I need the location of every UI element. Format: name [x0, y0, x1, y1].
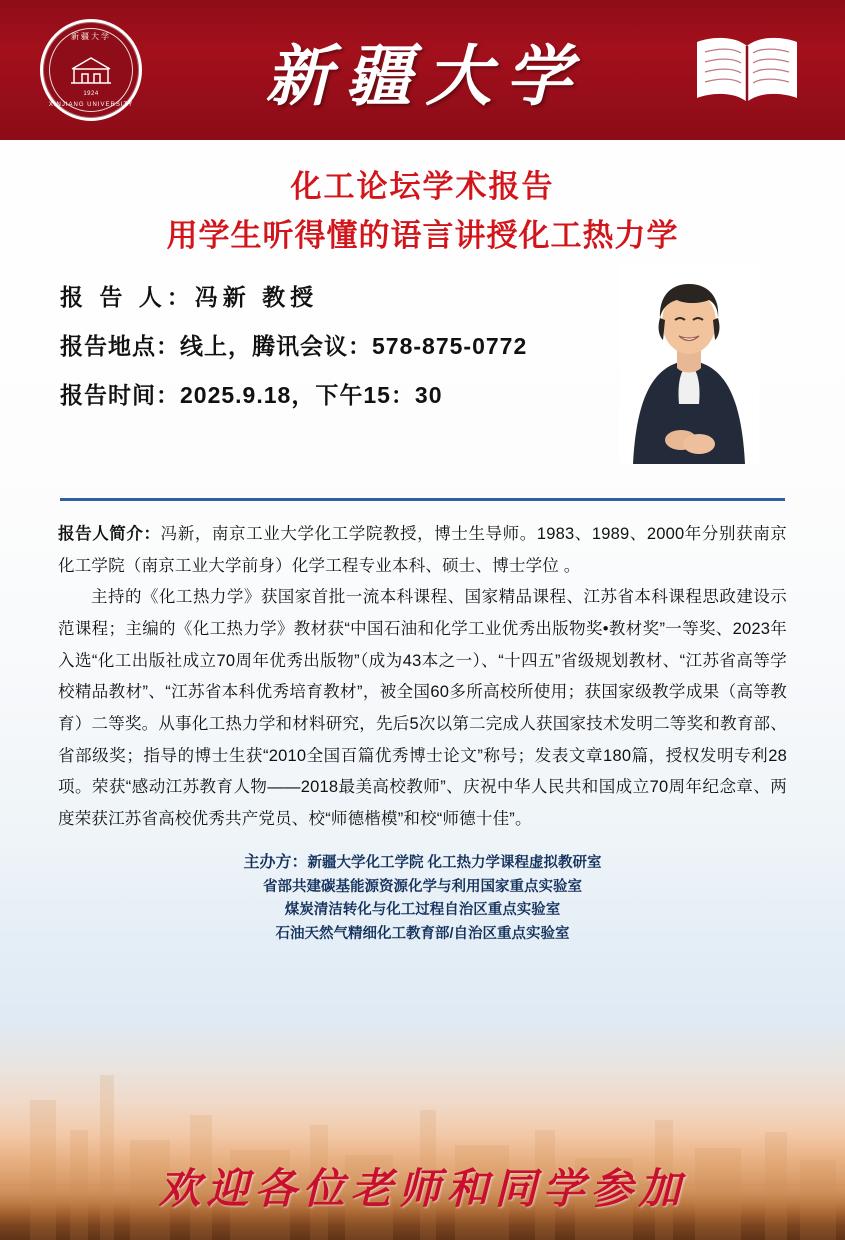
bio-paragraph-2: 主持的《化工热力学》获国家首批一流本科课程、国家精品课程、江苏省本科课程思政建设示范课程；主编的《化工热力学》教材获“中国石油和化学工业优秀出版物奖•教材奖”一等奖、2023年入选“化工出版社成立70周年优秀出版物”（成为43本之一）、“十四五”省级规划教材、“江苏省高等学校精品教材”、“江苏省本科优秀培育教材”，被全国60多所高校所使用；获国家级教学成果（高等教育）二等奖。从事化工热力学和材料研究，先后5次以第二完成人获国家技术发明二等奖和教育部、省部级奖；指导的博士生获“2010全国百篇优秀博士论文”称号；发表文章180篇，授权发明专利28项。荣获“感动江苏教育人物——2018最美高校教师”、庆祝中华人民共和国成立70周年纪念章、两度荣获江苏省高校优秀共产党员、校“师德楷模”和校“师德十佳”。 — [58, 588, 787, 829]
organizers-label: 主办方： — [243, 853, 308, 871]
university-name: 新疆大学 — [265, 40, 586, 114]
bio-label: 报告人简介： — [58, 525, 161, 544]
crest-english-text: XINJIANG UNIVERSITY — [48, 102, 134, 108]
section-divider — [60, 498, 785, 501]
organizer-line-3: 煤炭清洁转化与化工过程自治区重点实验室 — [284, 902, 561, 919]
organizer-line-2: 省部共建碳基能源资源化学与利用国家重点实验室 — [263, 878, 582, 895]
crest-chinese-text: 新疆大学 — [71, 32, 111, 41]
bio-text-1: 冯新，南京工业大学化工学院教授，博士生导师。1983、1989、2000年分别获南京化工学院（南京工业大学前身）化学工程专业本科、硕士、博士学位 。 — [58, 525, 787, 575]
organizer-row-1 — [0, 850, 845, 876]
time-info: 报告时间：2025.9.18，下午15：30 — [60, 382, 443, 409]
crest-gate-icon — [68, 53, 114, 87]
welcome-message: 欢迎各位老师和同学参加 — [158, 1167, 687, 1213]
crest-year: 1924 — [83, 91, 99, 97]
poster-header — [0, 0, 845, 140]
bio-paragraph-1 — [58, 519, 787, 582]
location-info: 报告地点：线上，腾讯会议：578-875-0772 — [60, 333, 528, 360]
title-line-1: 化工论坛学术报告 — [290, 169, 555, 204]
open-book-icon — [689, 32, 805, 108]
speaker-portrait-photo — [619, 264, 759, 464]
event-info-block — [0, 286, 845, 476]
title-line-2: 用学生听得懂的语言讲授化工热力学 — [166, 217, 679, 253]
organizers-section — [0, 850, 845, 946]
organizer-line-4: 石油天然气精细化工教育部/自治区重点实验室 — [275, 925, 570, 942]
organizer-line-1: 新疆大学化工学院 化工热力学课程虚拟教研室 — [307, 854, 602, 871]
speaker-info: 报 告 人：冯新 教授 — [60, 284, 319, 311]
poster-title-block — [0, 140, 845, 260]
university-crest-logo — [40, 19, 142, 121]
speaker-bio-section — [58, 519, 787, 836]
